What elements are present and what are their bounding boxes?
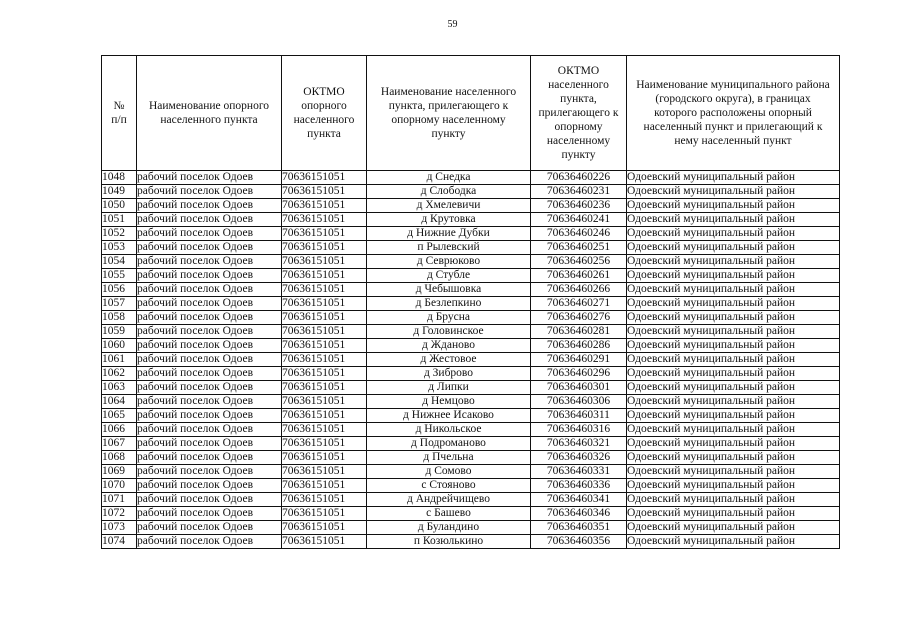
table-row	[102, 535, 840, 549]
cell-municipality: Одоевский муниципальный район	[627, 185, 840, 199]
table-row	[102, 493, 840, 507]
cell-municipality: Одоевский муниципальный район	[627, 437, 840, 451]
cell-base-oktmo: 70636151051	[282, 465, 367, 479]
cell-base-name: рабочий поселок Одоев	[137, 255, 282, 269]
cell-base-name: рабочий поселок Одоев	[137, 381, 282, 395]
cell-num: 1070	[102, 479, 137, 493]
cell-base-oktmo: 70636151051	[282, 325, 367, 339]
cell-base-name: рабочий поселок Одоев	[137, 521, 282, 535]
cell-base-oktmo: 70636151051	[282, 367, 367, 381]
cell-adj-oktmo: 70636460266	[531, 283, 627, 297]
cell-base-name: рабочий поселок Одоев	[137, 325, 282, 339]
cell-adj-oktmo: 70636460271	[531, 297, 627, 311]
cell-adj-oktmo: 70636460291	[531, 353, 627, 367]
cell-adj-name: д Хмелевичи	[367, 199, 531, 213]
table-row	[102, 409, 840, 423]
cell-municipality: Одоевский муниципальный район	[627, 493, 840, 507]
cell-adj-oktmo: 70636460241	[531, 213, 627, 227]
page-number: 59	[447, 19, 458, 30]
cell-base-name: рабочий поселок Одоев	[137, 269, 282, 283]
cell-num: 1056	[102, 283, 137, 297]
cell-num: 1069	[102, 465, 137, 479]
cell-adj-name: д Немцово	[367, 395, 531, 409]
cell-adj-name: д Безлепкино	[367, 297, 531, 311]
header-adj-oktmo: ОКТМО населенного пункта, прилегающего к опорному населенному пункту	[531, 56, 627, 171]
cell-base-oktmo: 70636151051	[282, 479, 367, 493]
cell-adj-name: д Буландино	[367, 521, 531, 535]
cell-base-name: рабочий поселок Одоев	[137, 451, 282, 465]
cell-adj-name: д Крутовка	[367, 213, 531, 227]
cell-adj-name: д Севрюково	[367, 255, 531, 269]
cell-base-oktmo: 70636151051	[282, 451, 367, 465]
cell-base-name: рабочий поселок Одоев	[137, 493, 282, 507]
table-row	[102, 241, 840, 255]
cell-municipality: Одоевский муниципальный район	[627, 241, 840, 255]
cell-base-name: рабочий поселок Одоев	[137, 479, 282, 493]
cell-base-name: рабочий поселок Одоев	[137, 367, 282, 381]
cell-adj-name: д Никольское	[367, 423, 531, 437]
cell-municipality: Одоевский муниципальный район	[627, 479, 840, 493]
cell-adj-name: д Снедка	[367, 171, 531, 185]
cell-base-oktmo: 70636151051	[282, 269, 367, 283]
cell-adj-oktmo: 70636460331	[531, 465, 627, 479]
cell-adj-name: д Жданово	[367, 339, 531, 353]
cell-num: 1055	[102, 269, 137, 283]
cell-base-oktmo: 70636151051	[282, 395, 367, 409]
cell-base-name: рабочий поселок Одоев	[137, 507, 282, 521]
cell-municipality: Одоевский муниципальный район	[627, 297, 840, 311]
cell-base-oktmo: 70636151051	[282, 339, 367, 353]
cell-adj-oktmo: 70636460231	[531, 185, 627, 199]
cell-base-name: рабочий поселок Одоев	[137, 535, 282, 549]
cell-municipality: Одоевский муниципальный район	[627, 395, 840, 409]
cell-base-oktmo: 70636151051	[282, 297, 367, 311]
cell-adj-oktmo: 70636460346	[531, 507, 627, 521]
cell-adj-oktmo: 70636460351	[531, 521, 627, 535]
cell-base-name: рабочий поселок Одоев	[137, 465, 282, 479]
header-base-oktmo: ОКТМО опорного населенного пункта	[282, 56, 367, 171]
cell-municipality: Одоевский муниципальный район	[627, 465, 840, 479]
cell-adj-oktmo: 70636460236	[531, 199, 627, 213]
cell-base-oktmo: 70636151051	[282, 283, 367, 297]
cell-adj-name: с Башево	[367, 507, 531, 521]
cell-municipality: Одоевский муниципальный район	[627, 451, 840, 465]
cell-adj-name: п Рылевский	[367, 241, 531, 255]
cell-base-oktmo: 70636151051	[282, 493, 367, 507]
table-row	[102, 507, 840, 521]
cell-base-name: рабочий поселок Одоев	[137, 353, 282, 367]
cell-base-name: рабочий поселок Одоев	[137, 241, 282, 255]
cell-num: 1054	[102, 255, 137, 269]
cell-num: 1067	[102, 437, 137, 451]
settlements-table	[101, 55, 840, 549]
table-row	[102, 171, 840, 185]
cell-municipality: Одоевский муниципальный район	[627, 283, 840, 297]
cell-base-oktmo: 70636151051	[282, 535, 367, 549]
cell-adj-oktmo: 70636460251	[531, 241, 627, 255]
cell-adj-oktmo: 70636460306	[531, 395, 627, 409]
cell-num: 1052	[102, 227, 137, 241]
cell-base-name: рабочий поселок Одоев	[137, 395, 282, 409]
cell-num: 1071	[102, 493, 137, 507]
cell-municipality: Одоевский муниципальный район	[627, 521, 840, 535]
cell-municipality: Одоевский муниципальный район	[627, 227, 840, 241]
table-body	[102, 171, 840, 549]
cell-adj-name: д Андрейчищево	[367, 493, 531, 507]
table-row	[102, 185, 840, 199]
table-row	[102, 451, 840, 465]
cell-base-oktmo: 70636151051	[282, 423, 367, 437]
cell-adj-name: д Липки	[367, 381, 531, 395]
cell-base-name: рабочий поселок Одоев	[137, 311, 282, 325]
table-row	[102, 395, 840, 409]
cell-base-name: рабочий поселок Одоев	[137, 339, 282, 353]
cell-num: 1048	[102, 171, 137, 185]
cell-municipality: Одоевский муниципальный район	[627, 507, 840, 521]
cell-base-oktmo: 70636151051	[282, 213, 367, 227]
cell-municipality: Одоевский муниципальный район	[627, 255, 840, 269]
cell-num: 1065	[102, 409, 137, 423]
cell-base-oktmo: 70636151051	[282, 507, 367, 521]
cell-adj-oktmo: 70636460321	[531, 437, 627, 451]
cell-base-name: рабочий поселок Одоев	[137, 185, 282, 199]
cell-base-oktmo: 70636151051	[282, 241, 367, 255]
cell-adj-name: д Сомово	[367, 465, 531, 479]
cell-num: 1059	[102, 325, 137, 339]
header-adj-name: Наименование населенного пункта, прилегающего к опорному населенному пункту	[367, 56, 531, 171]
cell-adj-oktmo: 70636460281	[531, 325, 627, 339]
cell-adj-name: д Брусна	[367, 311, 531, 325]
cell-municipality: Одоевский муниципальный район	[627, 535, 840, 549]
cell-municipality: Одоевский муниципальный район	[627, 269, 840, 283]
cell-num: 1074	[102, 535, 137, 549]
table-row	[102, 255, 840, 269]
cell-base-oktmo: 70636151051	[282, 521, 367, 535]
table-row	[102, 465, 840, 479]
cell-adj-name: д Жестовое	[367, 353, 531, 367]
cell-adj-oktmo: 70636460311	[531, 409, 627, 423]
cell-base-name: рабочий поселок Одоев	[137, 171, 282, 185]
table-row	[102, 423, 840, 437]
cell-num: 1061	[102, 353, 137, 367]
cell-adj-oktmo: 70636460226	[531, 171, 627, 185]
cell-base-oktmo: 70636151051	[282, 353, 367, 367]
table-row	[102, 381, 840, 395]
cell-adj-oktmo: 70636460246	[531, 227, 627, 241]
table-row	[102, 367, 840, 381]
cell-base-name: рабочий поселок Одоев	[137, 283, 282, 297]
cell-num: 1064	[102, 395, 137, 409]
cell-num: 1053	[102, 241, 137, 255]
cell-adj-name: д Чебышовка	[367, 283, 531, 297]
cell-base-oktmo: 70636151051	[282, 255, 367, 269]
cell-base-oktmo: 70636151051	[282, 185, 367, 199]
cell-adj-oktmo: 70636460256	[531, 255, 627, 269]
cell-adj-name: д Слободка	[367, 185, 531, 199]
cell-adj-name: д Пчельна	[367, 451, 531, 465]
cell-adj-oktmo: 70636460286	[531, 339, 627, 353]
cell-municipality: Одоевский муниципальный район	[627, 325, 840, 339]
table-row	[102, 521, 840, 535]
table-row	[102, 269, 840, 283]
cell-base-name: рабочий поселок Одоев	[137, 297, 282, 311]
cell-adj-oktmo: 70636460341	[531, 493, 627, 507]
table-row	[102, 283, 840, 297]
header-base-name: Наименование опорного населенного пункта	[137, 56, 282, 171]
header-municipality: Наименование муниципального района (городского округа), в границах которого расположены опорный населенный пункт и прилегающий к нему населенный пункт	[627, 56, 840, 171]
cell-adj-name: д Нижние Дубки	[367, 227, 531, 241]
cell-num: 1072	[102, 507, 137, 521]
table-header	[102, 56, 840, 171]
cell-municipality: Одоевский муниципальный район	[627, 367, 840, 381]
cell-adj-name: д Подроманово	[367, 437, 531, 451]
cell-base-name: рабочий поселок Одоев	[137, 199, 282, 213]
cell-adj-name: д Нижнее Исаково	[367, 409, 531, 423]
cell-municipality: Одоевский муниципальный район	[627, 171, 840, 185]
cell-adj-oktmo: 70636460296	[531, 367, 627, 381]
cell-adj-oktmo: 70636460356	[531, 535, 627, 549]
cell-num: 1073	[102, 521, 137, 535]
table-row	[102, 479, 840, 493]
table-row	[102, 297, 840, 311]
cell-num: 1057	[102, 297, 137, 311]
cell-adj-oktmo: 70636460336	[531, 479, 627, 493]
table-row	[102, 213, 840, 227]
table-row	[102, 437, 840, 451]
cell-num: 1060	[102, 339, 137, 353]
cell-adj-name: д Головинское	[367, 325, 531, 339]
table-row	[102, 325, 840, 339]
cell-base-oktmo: 70636151051	[282, 227, 367, 241]
cell-municipality: Одоевский муниципальный район	[627, 339, 840, 353]
cell-municipality: Одоевский муниципальный район	[627, 381, 840, 395]
table-row	[102, 199, 840, 213]
cell-num: 1049	[102, 185, 137, 199]
header-num: № п/п	[102, 56, 137, 171]
cell-base-name: рабочий поселок Одоев	[137, 423, 282, 437]
cell-num: 1051	[102, 213, 137, 227]
cell-municipality: Одоевский муниципальный район	[627, 213, 840, 227]
cell-base-oktmo: 70636151051	[282, 381, 367, 395]
cell-adj-name: д Стубле	[367, 269, 531, 283]
cell-adj-oktmo: 70636460326	[531, 451, 627, 465]
cell-adj-oktmo: 70636460301	[531, 381, 627, 395]
cell-municipality: Одоевский муниципальный район	[627, 353, 840, 367]
cell-municipality: Одоевский муниципальный район	[627, 311, 840, 325]
cell-adj-name: п Козюлькино	[367, 535, 531, 549]
cell-base-oktmo: 70636151051	[282, 171, 367, 185]
table-row	[102, 227, 840, 241]
cell-base-oktmo: 70636151051	[282, 311, 367, 325]
cell-municipality: Одоевский муниципальный район	[627, 423, 840, 437]
cell-adj-oktmo: 70636460316	[531, 423, 627, 437]
cell-adj-oktmo: 70636460276	[531, 311, 627, 325]
cell-adj-name: с Стояново	[367, 479, 531, 493]
cell-num: 1063	[102, 381, 137, 395]
cell-base-name: рабочий поселок Одоев	[137, 213, 282, 227]
cell-base-oktmo: 70636151051	[282, 409, 367, 423]
cell-municipality: Одоевский муниципальный район	[627, 199, 840, 213]
cell-num: 1058	[102, 311, 137, 325]
cell-base-oktmo: 70636151051	[282, 437, 367, 451]
table-row	[102, 353, 840, 367]
cell-base-name: рабочий поселок Одоев	[137, 409, 282, 423]
cell-adj-name: д Зиброво	[367, 367, 531, 381]
cell-municipality: Одоевский муниципальный район	[627, 409, 840, 423]
cell-base-name: рабочий поселок Одоев	[137, 437, 282, 451]
cell-base-name: рабочий поселок Одоев	[137, 227, 282, 241]
cell-num: 1062	[102, 367, 137, 381]
cell-adj-oktmo: 70636460261	[531, 269, 627, 283]
table-row	[102, 311, 840, 325]
cell-num: 1066	[102, 423, 137, 437]
header-row	[102, 56, 840, 171]
cell-num: 1068	[102, 451, 137, 465]
table-row	[102, 339, 840, 353]
cell-num: 1050	[102, 199, 137, 213]
cell-base-oktmo: 70636151051	[282, 199, 367, 213]
